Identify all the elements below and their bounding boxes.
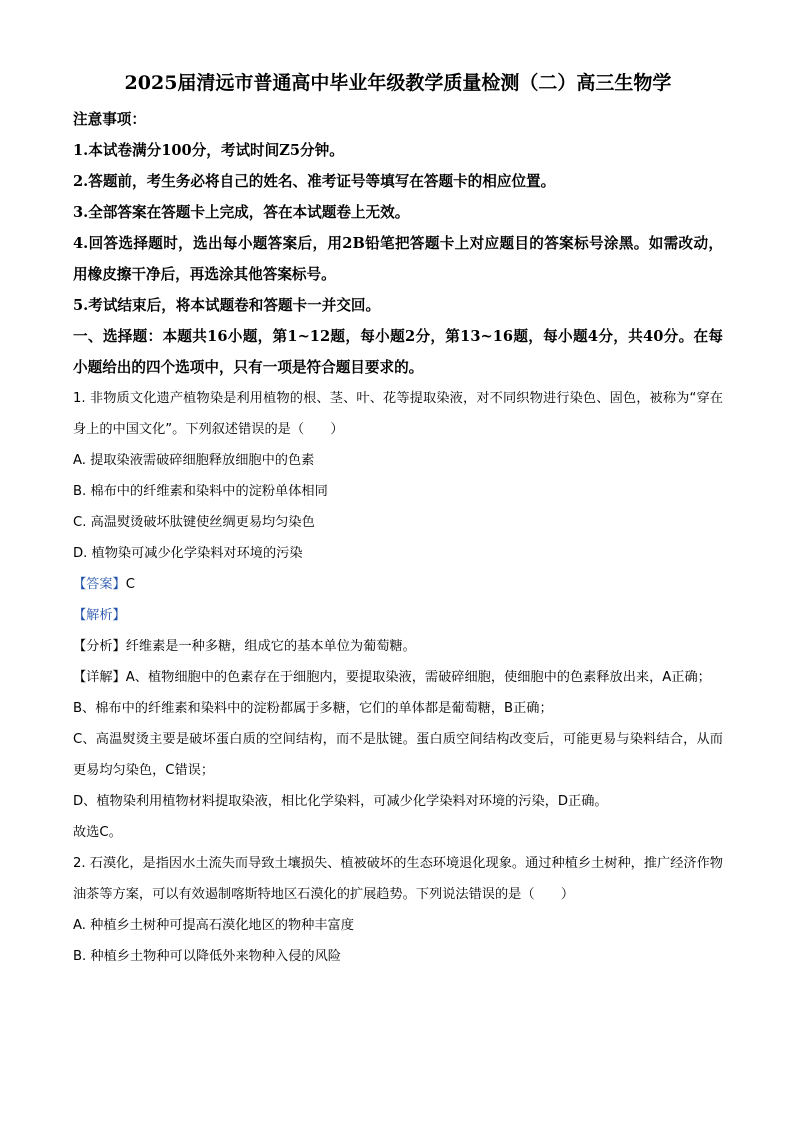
notice-item: 5.考试结束后，将本试题卷和答题卡一并交回。: [73, 297, 381, 314]
notice-heading: 注意事项：: [73, 111, 146, 128]
question-stem: 1. 非物质文化遗产植物染是利用植物的根、茎、叶、花等提取染液，对不同织物进行染色、固色，被称为“穿在身上的中国文化”。下列叙述错误的是（ ）: [73, 391, 723, 437]
question-1: [73, 383, 723, 848]
notice-item: 3.全部答案在答题卡上完成，答在本试题卷上无效。: [73, 204, 410, 221]
detail-text: A、植物细胞中的色素存在于细胞内，要提取染液，需破碎细胞，使细胞中的色素释放出来，A正确；: [125, 670, 711, 685]
notice-item: 4.回答选择题时，选出每小题答案后，用2B铅笔把答题卡上对应题目的答案标号涂黑。如需改动，用橡皮擦干净后，再选涂其他答案标号。: [73, 235, 723, 283]
detail-line: D、植物染利用植物材料提取染液，相比化学染料，可减少化学染料对环境的污染，D正确。: [73, 794, 608, 809]
exam-page: [73, 68, 723, 972]
page-title: 2025届清远市普通高中毕业年级教学质量检测（二）高三生物学: [124, 72, 672, 94]
section-heading: 一、选择题：本题共16小题，第1~12题，每小题2分，第13~16题，每小题4分，共40分。在每小题给出的四个选项中，只有一项是符合题目要求的。: [73, 328, 723, 376]
conclusion-line: 故选C。: [73, 825, 122, 840]
option-b: B. 种植乡土物种可以降低外来物种入侵的风险: [73, 949, 341, 964]
notice-block: [73, 104, 723, 321]
detail-line: C、高温熨烫主要是破坏蛋白质的空间结构，而不是肽键。蛋白质空间结构改变后，可能更易与染料结合，从而更易均匀染色，C错误；: [73, 732, 723, 778]
analysis-tag: 【解析】: [73, 608, 126, 623]
analysis-sub-text: 纤维素是一种多糖，组成它的基本单位为葡萄糖。: [125, 639, 416, 654]
option-c: C. 高温熨烫破坏肽键使丝绸更易均匀染色: [73, 515, 315, 530]
analysis-sub-line: [73, 631, 723, 662]
detail-line: [73, 662, 723, 693]
analysis-line: [73, 600, 723, 631]
answer-tag: 【答案】: [73, 577, 126, 592]
option-a: A. 种植乡土树种可提高石漠化地区的物种丰富度: [73, 918, 354, 933]
notice-item: 1.本试卷满分100分，考试时间Z5分钟。: [73, 142, 344, 159]
notice-item: 2.答题前，考生务必将自己的姓名、准考证号等填写在答题卡的相应位置。: [73, 173, 556, 190]
analysis-sub-tag: 【分析】: [73, 639, 126, 654]
option-b: B. 棉布中的纤维素和染料中的淀粉单体相同: [73, 484, 328, 499]
option-a: A. 提取染液需破碎细胞释放细胞中的色素: [73, 453, 315, 468]
answer-value: C: [125, 577, 135, 592]
option-d: D. 植物染可减少化学染料对环境的污染: [73, 546, 303, 561]
question-stem: 2. 石漠化，是指因水土流失而导致土壤损失、植被破坏的生态环境退化现象。通过种植乡土树种，推广经济作物油茶等方案，可以有效遏制喀斯特地区石漠化的扩展趋势。下列说法错误的是（ ）: [73, 856, 723, 902]
answer-line: [73, 569, 723, 600]
detail-tag: 【详解】: [73, 670, 126, 685]
question-2: [73, 848, 723, 972]
detail-line: B、棉布中的纤维素和染料中的淀粉都属于多糖，它们的单体都是葡萄糖，B正确；: [73, 701, 553, 716]
